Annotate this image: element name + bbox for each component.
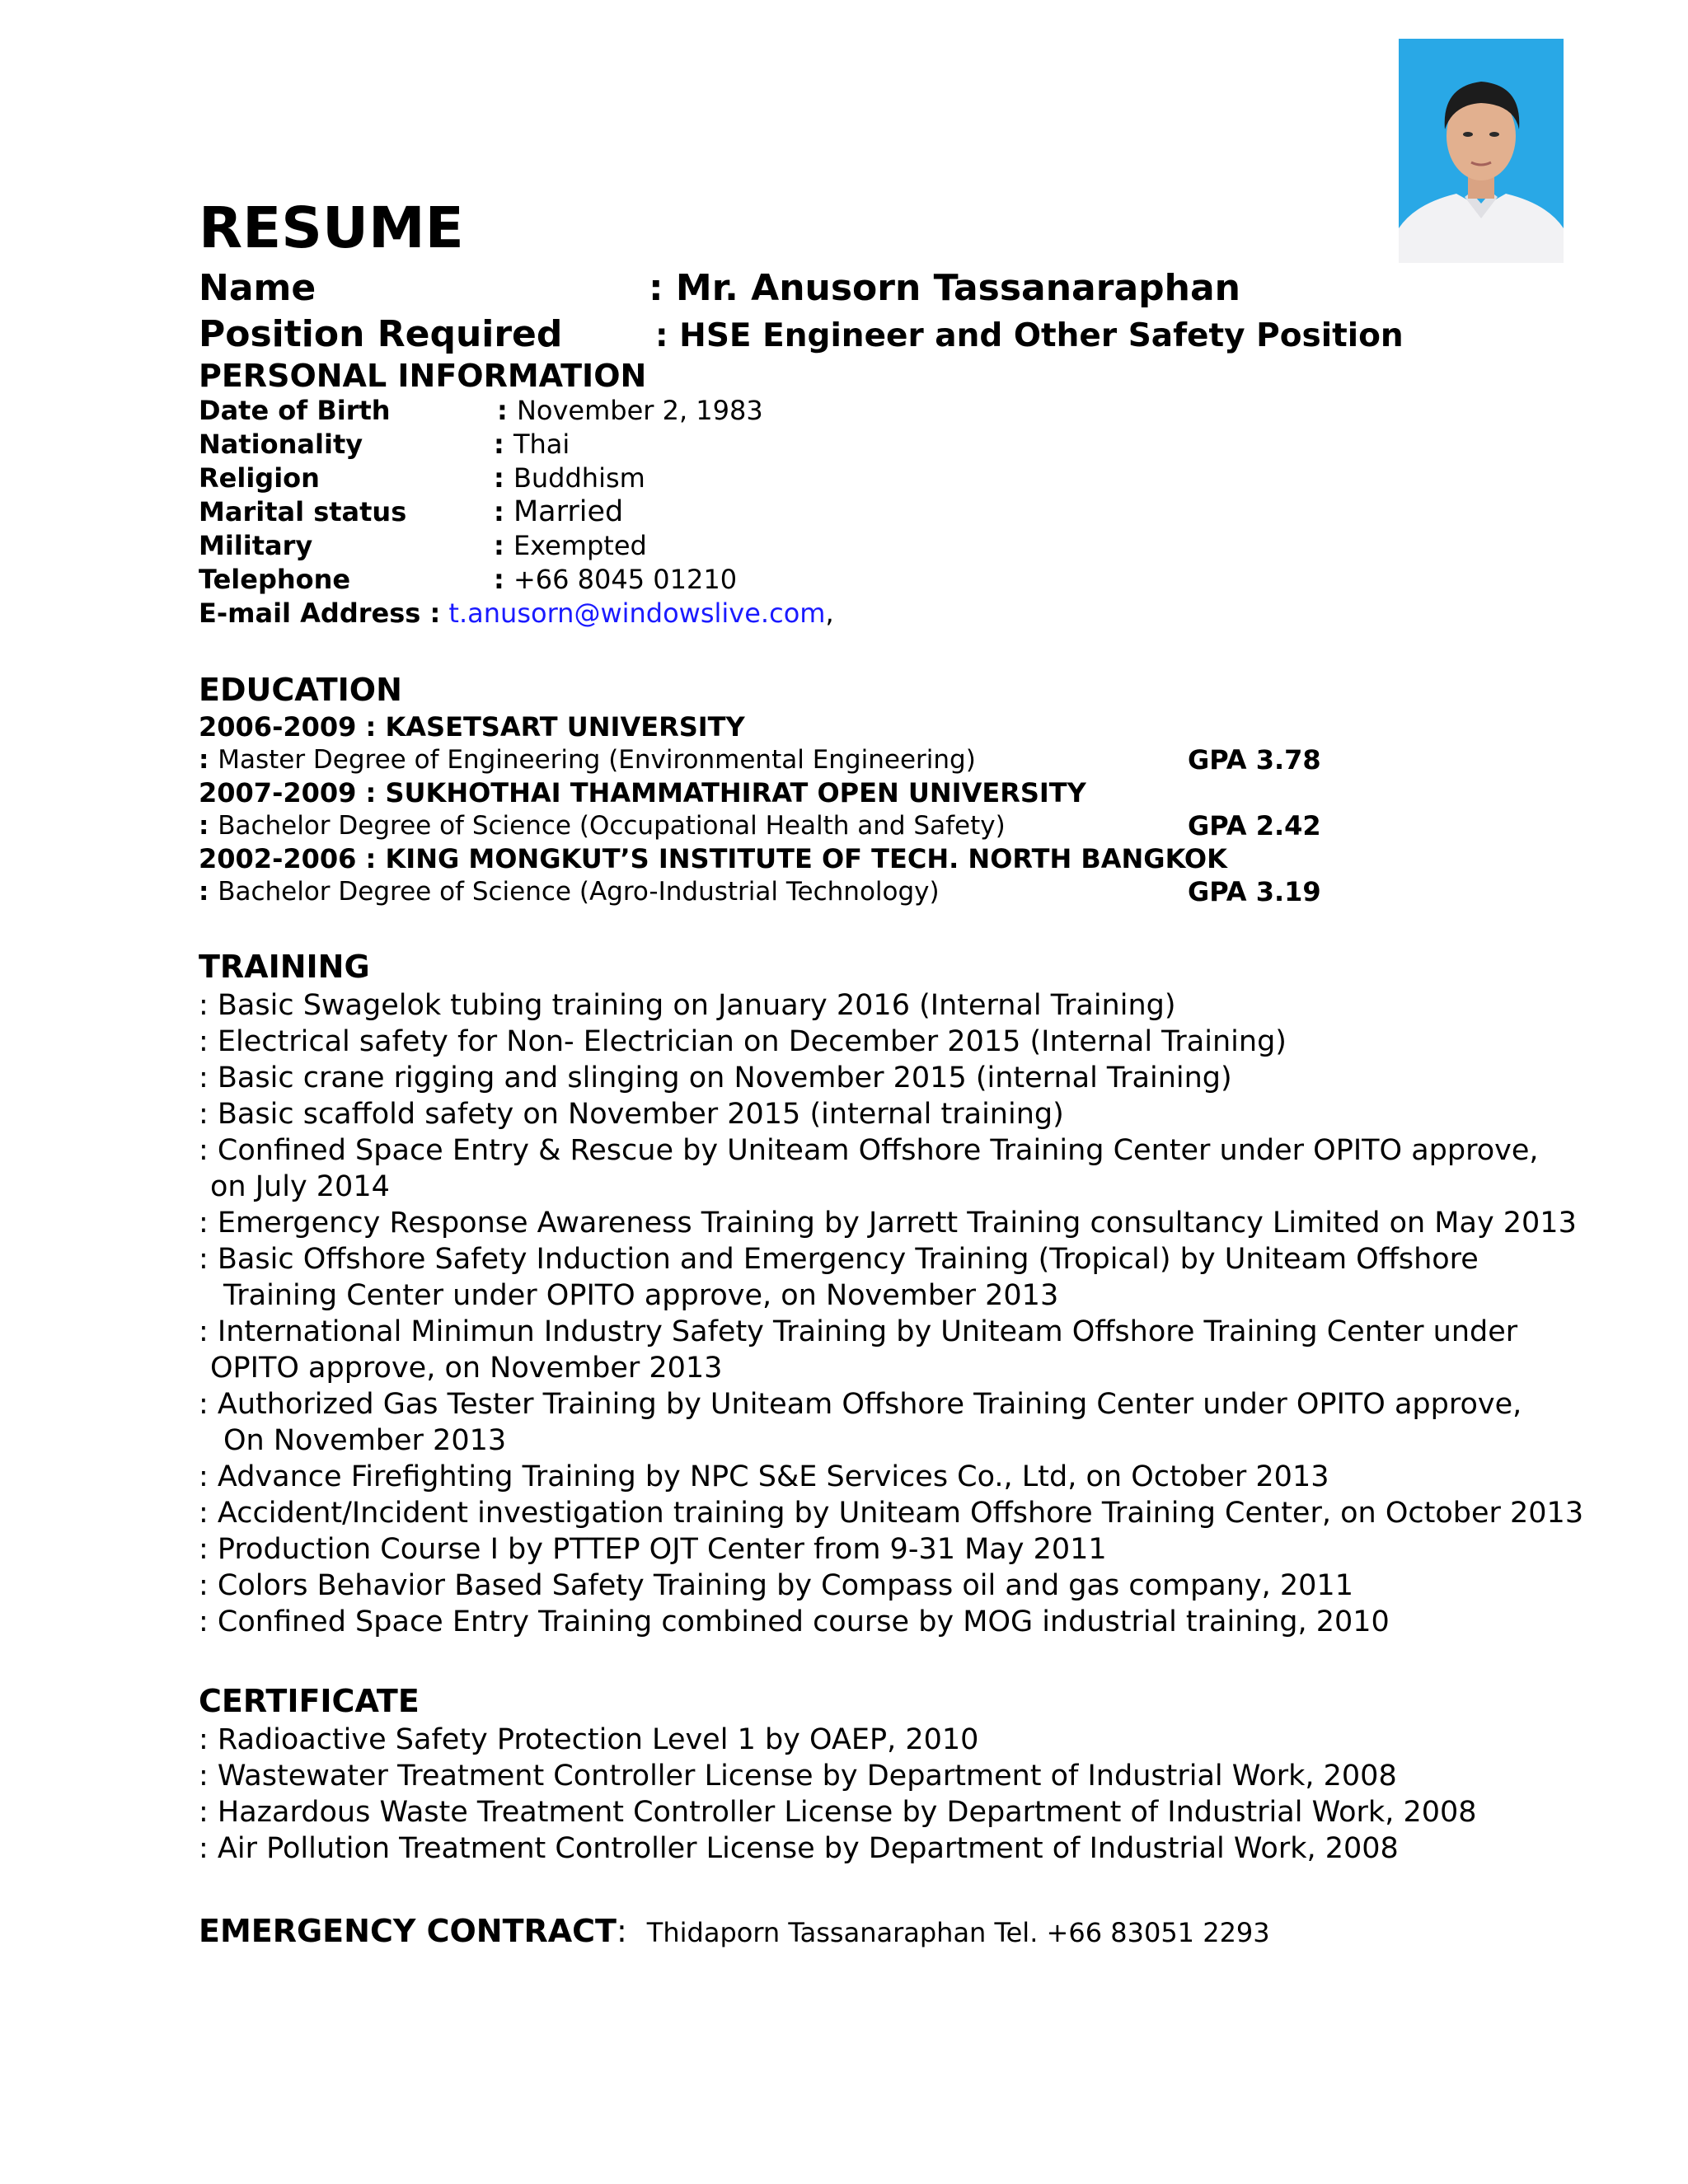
- personal-info-heading: PERSONAL INFORMATION: [199, 358, 647, 394]
- email-link[interactable]: t.anusorn@windowslive.com: [448, 598, 826, 629]
- list-item: : Confined Space Entry Training combined course by MOG industrial training, 2010: [199, 1605, 1390, 1638]
- list-item: : Basic Offshore Safety Induction and Emergency Training (Tropical) by Uniteam Offshore: [199, 1243, 1479, 1276]
- marital-value: Married: [513, 495, 624, 528]
- education-degree: : Master Degree of Engineering (Environmental Engineering): [199, 745, 976, 775]
- name-value: : Mr. Anusorn Tassanaraphan: [649, 267, 1240, 309]
- dob-value: November 2, 1983: [516, 395, 763, 426]
- list-item-continuation: Training Center under OPITO approve, on November 2013: [223, 1279, 1059, 1312]
- email-label: E-mail Address :: [199, 598, 441, 629]
- education-gpa: GPA 3.78: [1188, 744, 1321, 776]
- list-item: : Electrical safety for Non- Electrician on December 2015 (Internal Training): [199, 1025, 1287, 1058]
- education-gpa: GPA 3.19: [1188, 876, 1321, 907]
- education-degree: : Bachelor Degree of Science (Agro-Industrial Technology): [199, 877, 940, 907]
- telephone-label: Telephone: [199, 564, 351, 595]
- list-item: : Basic scaffold safety on November 2015 (internal training): [199, 1098, 1064, 1131]
- colon: :: [494, 564, 513, 595]
- colon: :: [494, 462, 513, 494]
- training-list: [199, 987, 1583, 1640]
- colon: :: [199, 745, 218, 775]
- certificate-list: [199, 1722, 1477, 1867]
- profile-photo: [1399, 39, 1564, 263]
- list-item: : Hazardous Waste Treatment Controller License by Department of Industrial Work, 2008: [199, 1796, 1477, 1829]
- education-school: 2002-2006 : KING MONGKUT’S INSTITUTE OF TECH. NORTH BANGKOK: [199, 843, 1227, 874]
- nationality-label: Nationality: [199, 429, 363, 460]
- military-value: Exempted: [513, 530, 647, 561]
- nationality-value: Thai: [513, 429, 570, 460]
- name-label: Name: [199, 267, 316, 309]
- email-suffix: ,: [825, 598, 834, 629]
- list-item: : International Minimun Industry Safety Training by Uniteam Offshore Training Center under: [199, 1315, 1518, 1348]
- list-item: : Advance Firefighting Training by NPC S&E Services Co., Ltd, on October 2013: [199, 1460, 1329, 1493]
- colon: :: [494, 496, 513, 527]
- dob-label: Date of Birth: [199, 395, 391, 426]
- colon: :: [199, 811, 218, 841]
- person-portrait-icon: [1399, 39, 1564, 263]
- list-item: : Colors Behavior Based Safety Training by Compass oil and gas company, 2011: [199, 1569, 1353, 1602]
- training-heading: TRAINING: [199, 949, 370, 985]
- position-label: Position Required: [199, 313, 563, 355]
- list-item-continuation: on July 2014: [210, 1170, 390, 1203]
- emergency-label: EMERGENCY CONTRACT: [199, 1913, 617, 1949]
- certificate-heading: CERTIFICATE: [199, 1683, 420, 1719]
- list-item-continuation: On November 2013: [223, 1424, 507, 1457]
- emergency-colon: :: [616, 1913, 627, 1949]
- colon: :: [199, 877, 218, 907]
- religion-label: Religion: [199, 462, 320, 494]
- list-item: : Wastewater Treatment Controller License by Department of Industrial Work, 2008: [199, 1760, 1397, 1793]
- list-item: : Accident/Incident investigation training by Uniteam Offshore Training Center, on October 2013: [199, 1497, 1584, 1530]
- education-heading: EDUCATION: [199, 672, 402, 708]
- emergency-contact: [199, 1910, 1270, 1958]
- marital-label: Marital status: [199, 496, 407, 527]
- list-item-continuation: OPITO approve, on November 2013: [210, 1352, 723, 1385]
- list-item: : Production Course I by PTTEP OJT Center from 9-31 May 2011: [199, 1533, 1107, 1566]
- colon: :: [497, 395, 517, 426]
- list-item: : Basic crane rigging and slinging on November 2015 (internal Training): [199, 1062, 1232, 1094]
- list-item: : Air Pollution Treatment Controller License by Department of Industrial Work, 2008: [199, 1832, 1399, 1865]
- resume-title: RESUME: [199, 195, 464, 261]
- education-degree: : Bachelor Degree of Science (Occupational Health and Safety): [199, 811, 1006, 841]
- list-item: : Basic Swagelok tubing training on January 2016 (Internal Training): [199, 989, 1176, 1022]
- list-item: : Confined Space Entry & Rescue by Uniteam Offshore Training Center under OPITO approve,: [199, 1134, 1539, 1167]
- list-item: : Authorized Gas Tester Training by Uniteam Offshore Training Center under OPITO approve,: [199, 1388, 1522, 1421]
- education-school: 2006-2009 : KASETSART UNIVERSITY: [199, 711, 745, 743]
- education-gpa: GPA 2.42: [1188, 810, 1321, 841]
- list-item: : Radioactive Safety Protection Level 1 by OAEP, 2010: [199, 1723, 979, 1756]
- colon: :: [494, 530, 513, 561]
- religion-value: Buddhism: [513, 462, 645, 494]
- list-item: : Emergency Response Awareness Training by Jarrett Training consultancy Limited on May 2013: [199, 1207, 1577, 1240]
- colon: :: [494, 429, 513, 460]
- telephone-value: +66 8045 01210: [513, 564, 738, 595]
- email-row: [199, 597, 834, 630]
- position-value: : HSE Engineer and Other Safety Position: [655, 317, 1404, 354]
- military-label: Military: [199, 530, 313, 561]
- education-school: 2007-2009 : SUKHOTHAI THAMMATHIRAT OPEN UNIVERSITY: [199, 777, 1086, 808]
- emergency-value: Thidaporn Tassanaraphan Tel. +66 83051 2293: [646, 1917, 1270, 1948]
